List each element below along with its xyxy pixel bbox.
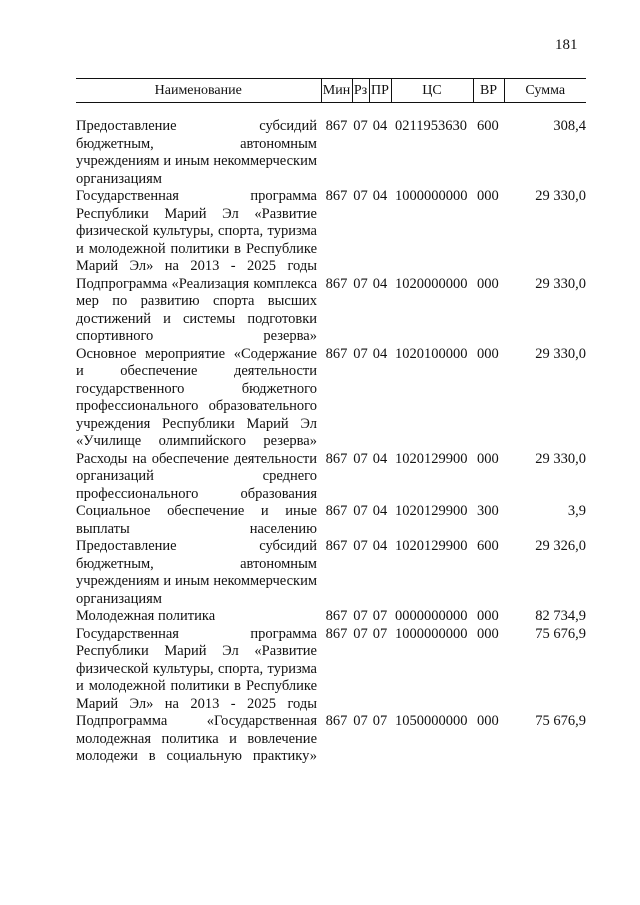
row-sum: 75 676,9 <box>535 625 586 642</box>
row-rz: 07 <box>353 118 368 134</box>
row-min: 867 <box>325 538 348 554</box>
row-min: 867 <box>325 275 348 292</box>
row-name: Молодежная политика <box>76 608 216 624</box>
row-rz: 07 <box>353 538 368 554</box>
row-rz: 07 <box>353 608 368 624</box>
table-row <box>76 626 586 714</box>
row-min: 867 <box>325 503 348 519</box>
header-vr: ВР <box>473 79 504 103</box>
table-row <box>76 608 586 626</box>
row-cs: 1050000000 <box>395 713 468 729</box>
row-name: Предоставление субсидий бюджетным, автономным учреждениям и иным некоммерческим организациям <box>76 538 317 607</box>
row-rz: 07 <box>353 275 368 292</box>
row-vr: 000 <box>477 345 499 362</box>
header-pr: ПР <box>369 79 391 103</box>
row-name: Государственная программа Республики Марий Эл «Развитие физической культуры, спорта, туризма и молодежной политики в Республике Марий Эл» на 2013 - 2025 годы <box>76 188 317 274</box>
row-min: 867 <box>325 713 348 729</box>
row-min: 867 <box>325 118 348 134</box>
row-min: 867 <box>325 450 348 467</box>
row-sum: 29 330,0 <box>535 188 586 204</box>
row-cs: 1000000000 <box>395 188 468 204</box>
row-cs: 1020129900 <box>395 503 468 519</box>
table-row <box>76 188 586 276</box>
table-header-row <box>76 79 586 103</box>
row-rz: 07 <box>353 450 368 467</box>
row-cs: 1020129900 <box>395 450 468 467</box>
row-pr: 04 <box>372 118 388 134</box>
row-name: Социальное обеспечение и иные выплаты населению <box>76 503 317 537</box>
row-vr: 600 <box>477 538 499 554</box>
header-rz: Рз <box>352 79 369 103</box>
row-pr: 07 <box>372 713 388 729</box>
row-pr: 04 <box>372 538 388 554</box>
row-pr: 07 <box>372 608 388 624</box>
row-pr: 04 <box>372 503 388 519</box>
row-rz: 07 <box>353 625 368 642</box>
row-cs: 1000000000 <box>395 625 468 642</box>
row-name: Подпрограмма «Реализация комплекса мер по развитию спорта высших достижений и системы подготовки спортивного резерва» <box>76 275 317 344</box>
header-cs: ЦС <box>391 79 473 103</box>
row-sum: 3,9 <box>567 503 586 519</box>
row-sum: 29 330,0 <box>535 275 586 292</box>
row-pr: 07 <box>372 625 388 642</box>
row-min: 867 <box>325 625 348 642</box>
page-number: 181 <box>555 37 578 53</box>
table-row <box>76 538 586 608</box>
row-cs: 1020129900 <box>395 538 468 554</box>
row-sum: 82 734,9 <box>535 608 586 624</box>
row-sum: 29 326,0 <box>535 538 586 554</box>
row-rz: 07 <box>353 188 368 204</box>
row-pr: 04 <box>372 188 388 204</box>
row-vr: 300 <box>477 503 499 519</box>
row-rz: 07 <box>353 503 368 519</box>
row-sum: 75 676,9 <box>535 713 586 729</box>
row-vr: 000 <box>477 275 499 292</box>
table-row <box>76 118 586 188</box>
row-cs: 0000000000 <box>395 608 468 624</box>
row-cs: 1020000000 <box>395 275 468 292</box>
row-sum: 308,4 <box>553 118 586 134</box>
row-min: 867 <box>325 188 348 204</box>
row-vr: 000 <box>477 608 499 624</box>
row-cs: 0211953630 <box>395 118 467 134</box>
table-row <box>76 503 586 538</box>
row-name: Расходы на обеспечение деятельности организаций среднего профессионального образования <box>76 450 317 502</box>
table-row <box>76 451 586 504</box>
row-rz: 07 <box>353 345 368 362</box>
row-sum: 29 330,0 <box>535 450 586 467</box>
header-sum: Сумма <box>504 79 586 103</box>
row-sum: 29 330,0 <box>535 345 586 362</box>
table-row <box>76 713 586 766</box>
row-pr: 04 <box>372 275 388 292</box>
row-pr: 04 <box>372 345 388 362</box>
table-row <box>76 276 586 346</box>
budget-table <box>76 78 586 766</box>
row-vr: 600 <box>477 118 499 134</box>
row-cs: 1020100000 <box>395 345 468 362</box>
row-rz: 07 <box>353 713 368 729</box>
header-min: Мин <box>321 79 352 103</box>
row-name: Основное мероприятие «Содержание и обеспечение деятельности государственного бюджетного профессионального образовательного учреждения Республики Марий Эл «Училище олимпийского резерва» <box>76 345 317 449</box>
row-pr: 04 <box>372 450 388 467</box>
row-name: Государственная программа Республики Марий Эл «Развитие физической культуры, спорта, туризма и молодежной политики в Республике Марий Эл» на 2013 - 2025 годы <box>76 625 317 712</box>
row-vr: 000 <box>477 713 499 729</box>
row-vr: 000 <box>477 188 499 204</box>
row-min: 867 <box>325 608 348 624</box>
row-vr: 000 <box>477 625 499 642</box>
row-vr: 000 <box>477 450 499 467</box>
table-row <box>76 346 586 451</box>
header-name: Наименование <box>76 79 321 103</box>
row-name: Подпрограмма «Государственная молодежная политика и вовлечение молодежи в социальную практику» <box>76 713 317 764</box>
row-name: Предоставление субсидий бюджетным, автономным учреждениям и иным некоммерческим организациям <box>76 118 317 187</box>
row-min: 867 <box>325 345 348 362</box>
